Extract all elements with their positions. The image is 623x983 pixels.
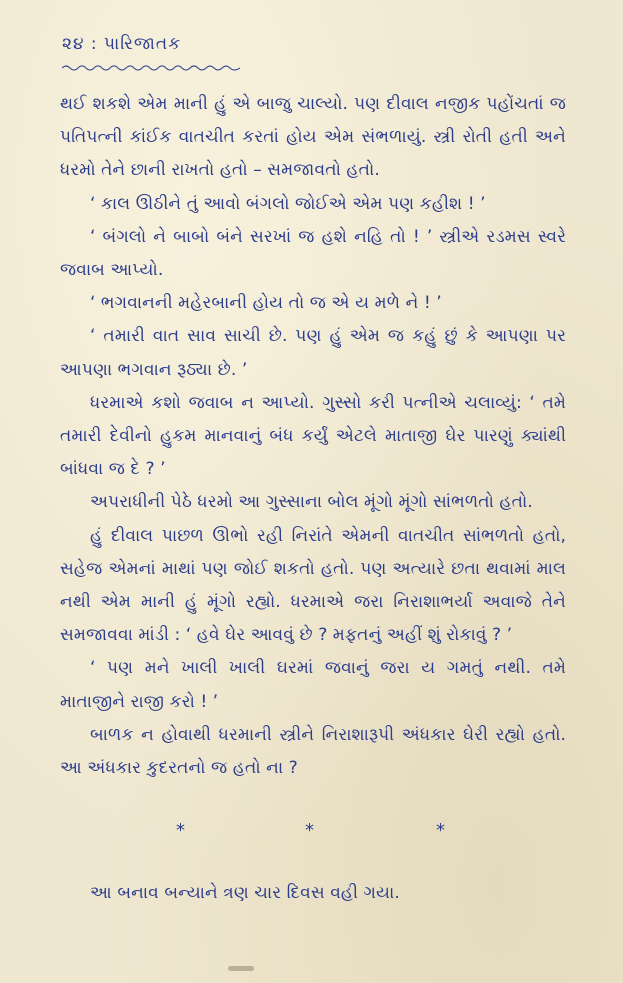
print-smudge: [228, 966, 254, 971]
paragraph: અપરાધીની પેઠે ધરમો આ ગુસ્સાના બોલ મૂંગો મૂંગો સાંભળતો હતો.: [90, 492, 533, 513]
paragraph: બાળક ન હોવાથી ધરમાની સ્ત્રીને નિરાશારૂપી અંધકાર ઘેરી રહ્યો હતો. આ અંધકાર કુદરતનો જ હતો ના ?: [60, 724, 566, 779]
separator-star: *: [436, 820, 445, 841]
closing-paragraph: આ બનાવ બન્યાને ત્રણ ચાર દિવસ વહી ગયા.: [90, 883, 400, 904]
separator-star: *: [305, 820, 314, 841]
paragraph: ‘ ભગવાનની મહેરબાની હોય તો જ એ ય મળે ને ! ’: [90, 293, 442, 314]
paragraph: ‘ બંગલો ને બાબો બંને સરખાં જ હશે નહિ તો ! ’ સ્ત્રીએ રડમસ સ્વરે જવાબ આપ્યો.: [60, 226, 566, 281]
paragraph: ‘ પણ મને ખાલી ખાલી ઘરમાં જવાનું જરા ય ગમતું નથી. તમે માતાજીને રાજી કરો ! ’: [60, 658, 566, 712]
head-ornament-rule: [62, 64, 240, 72]
paragraph: થઈ શકશે એમ માની હું એ બાજુ ચાલ્યો. પણ દીવાલ નજીક પહોંચતાં જ પતિપત્ની કાંઈક વાતચીત કરતાં હોય એમ સંભળાયું. સ્ત્રી રોતી હતી અને ધરમો તેને છાની રાખતો હતો – સમજાવતો હતો.: [60, 94, 566, 181]
paragraph: હું દીવાલ પાછળ ઊભો રહી નિરાંતે એમની વાતચીત સાંભળતો હતો, સહેજ એમનાં માથાં પણ જોઈ શકતો હતો. પણ અત્યારે છતા થવામાં માલ નથી એમ માની હું મૂંગો રહ્યો. ધરમાએ જરા નિરાશાભર્યા અવાજે તેને સમજાવવા માંડી : ‘ હવે ઘેર આવવું છે ? મફતનું અહીં શું રોકાવું ? ’: [60, 525, 566, 646]
running-head: ૨૪ : પારિજાતક: [62, 34, 182, 54]
separator-star: *: [176, 820, 185, 841]
paragraph: ‘ કાલ ઊઠીને તું આવો બંગલો જોઈએ એમ પણ કહીશ ! ’: [90, 193, 486, 214]
paragraph: ધરમાએ કશો જવાબ ન આપ્યો. ગુસ્સો કરી પત્નીએ ચલાવ્યું: ‘ તમે તમારી દેવીનો હુકમ માનવાનું બંધ કર્યું એટલે માતાજી ઘેર પારણું ક્યાંથી બાંધવા જ દે ? ’: [60, 392, 566, 480]
paragraph: ‘ તમારી વાત સાવ સાચી છે. પણ હું એમ જ કહું છું કે આપણા પર આપણા ભગવાન રૂઠ્યા છે. ’: [60, 326, 566, 380]
body-text: [60, 88, 566, 785]
